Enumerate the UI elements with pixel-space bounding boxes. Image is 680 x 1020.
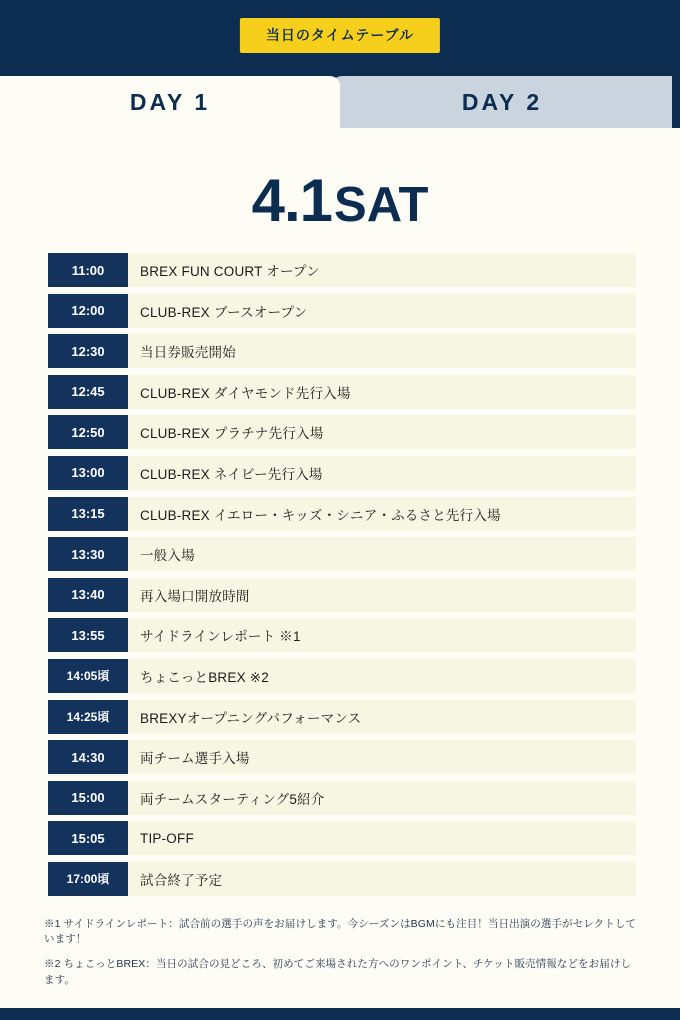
row-time: 14:25頃 [48, 700, 128, 734]
row-time: 13:55 [48, 618, 128, 652]
ribbon-area [0, 0, 680, 76]
row-label: 当日券販売開始 [128, 334, 636, 368]
row-label: CLUB-REX ダイヤモンド先行入場 [128, 375, 636, 409]
timetable-ribbon-label: 当日のタイムテーブル [240, 18, 440, 53]
date-number: 4.1 [251, 167, 333, 234]
table-row [48, 862, 636, 896]
row-time: 12:45 [48, 375, 128, 409]
row-time: 12:30 [48, 334, 128, 368]
schedule-sheet [0, 128, 680, 1008]
table-row [48, 659, 636, 693]
footnote-1: ※1 サイドラインレポート：試合前の選手の声をお届けします。今シーズンはBGMにも注目！当日出演の選手がセレクトしています！ [44, 917, 637, 946]
row-time: 11:00 [48, 253, 128, 287]
row-label: 一般入場 [128, 537, 636, 571]
row-label: BREX FUN COURT オープン [128, 253, 636, 287]
tab-day-1[interactable]: DAY 1 [0, 76, 340, 128]
table-row [48, 781, 636, 815]
table-row [48, 537, 636, 571]
row-time: 13:30 [48, 537, 128, 571]
day-tabs [0, 76, 680, 128]
footer-bar [0, 1008, 680, 1020]
table-row [48, 334, 636, 368]
row-label: ちょこっとBREX ※2 [128, 659, 636, 693]
date-heading [0, 128, 680, 253]
table-row [48, 294, 636, 328]
table-row [48, 700, 636, 734]
table-row [48, 456, 636, 490]
footnotes [0, 903, 680, 989]
row-label: CLUB-REX ネイビー先行入場 [128, 456, 636, 490]
row-label: TIP-OFF [128, 821, 636, 855]
row-time: 14:05頃 [48, 659, 128, 693]
table-row [48, 497, 636, 531]
row-label: サイドラインレポート ※1 [128, 618, 636, 652]
row-time: 13:40 [48, 578, 128, 612]
row-label: BREXYオープニングパフォーマンス [128, 700, 636, 734]
row-label: CLUB-REX プラチナ先行入場 [128, 415, 636, 449]
row-time: 12:00 [48, 294, 128, 328]
row-label: 再入場口開放時間 [128, 578, 636, 612]
table-row [48, 375, 636, 409]
row-time: 13:00 [48, 456, 128, 490]
row-time: 12:50 [48, 415, 128, 449]
row-label: 両チームスターティング5紹介 [128, 781, 636, 815]
row-label: 両チーム選手入場 [128, 740, 636, 774]
row-time: 13:15 [48, 497, 128, 531]
date-day-of-week: SAT [334, 178, 429, 232]
row-time: 14:30 [48, 740, 128, 774]
row-label: CLUB-REX ブースオープン [128, 294, 636, 328]
table-row [48, 821, 636, 855]
tab-day-2[interactable]: DAY 2 [332, 76, 672, 128]
row-label: CLUB-REX イエロー・キッズ・シニア・ふるさと先行入場 [128, 497, 636, 531]
row-label: 試合終了予定 [128, 862, 636, 896]
row-time: 15:05 [48, 821, 128, 855]
footnote-2: ※2 ちょこっとBREX：当日の試合の見どころ、初めてご来場された方へのワンポイント、チケット販売情報などをお届けします。 [44, 958, 632, 986]
row-time: 15:00 [48, 781, 128, 815]
table-row [48, 740, 636, 774]
table-row [48, 415, 636, 449]
table-row [48, 578, 636, 612]
row-time: 17:00頃 [48, 862, 128, 896]
table-row [48, 618, 636, 652]
table-row [48, 253, 636, 287]
schedule-rows [0, 253, 680, 896]
